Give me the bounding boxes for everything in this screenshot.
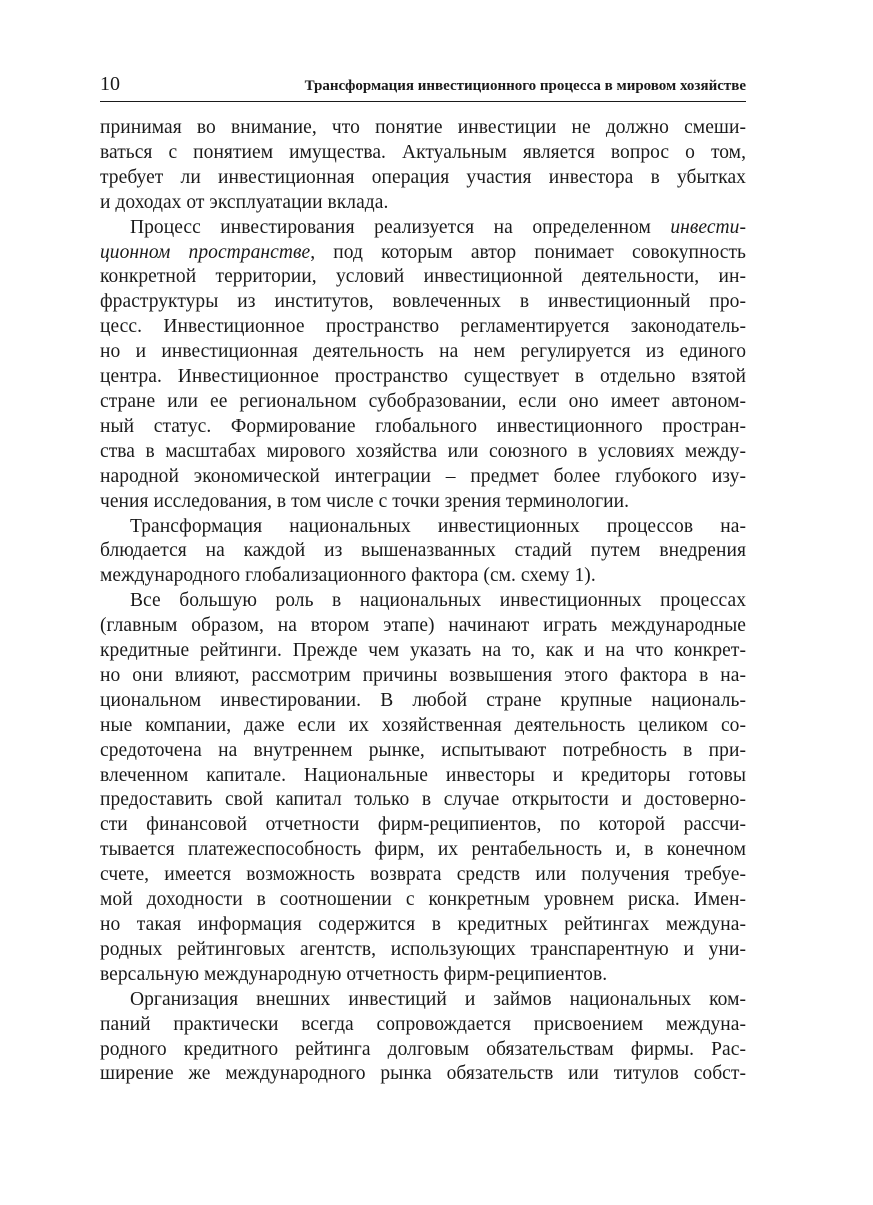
text-line: паний практически всегда сопровождается присвоением междуна- — [100, 1013, 746, 1035]
text-line: но они влияют, рассмотрим причины возвышения этого фактора в на- — [100, 664, 746, 686]
paragraph-1 — [100, 116, 746, 216]
book-page — [100, 72, 746, 1087]
text-span: Процесс инвестирования реализуется на определенном — [130, 216, 671, 238]
text-span: , под которым автор понимает совокупность — [310, 241, 746, 263]
text-line: счете, имеется возможность возврата средств или получения требуе- — [100, 864, 746, 886]
chapter-title: Трансформация инвестиционного процесса в мировом хозяйстве — [304, 78, 746, 94]
italic-term: ционном пространстве — [100, 241, 311, 263]
text-line: фраструктуры из институтов, вовлеченных в инвестиционный про- — [100, 291, 746, 313]
text-line: стране или ее региональном субобразовании, если оно имеет автоном- — [100, 390, 746, 412]
text-line: ные компании, даже если их хозяйственная деятельность целиком со- — [100, 714, 746, 736]
text-line: ширение же международного рынка обязательств или титулов собст- — [100, 1063, 746, 1085]
text-line — [100, 216, 746, 241]
text-line: кредитные рейтинги. Прежде чем указать на то, как и на что конкрет- — [100, 640, 746, 662]
text-line: мой доходности в соотношении с конкретным уровнем риска. Имен- — [100, 889, 746, 911]
italic-term: инвести- — [670, 216, 746, 238]
text-line: ства в масштабах мирового хозяйства или союзного в условиях между- — [100, 440, 746, 462]
paragraph-2 — [100, 216, 746, 515]
text-line: Трансформация национальных инвестиционных процессов на- — [130, 515, 746, 537]
paragraph-4 — [100, 589, 746, 988]
text-line: блюдается на каждой из вышеназванных стадий путем внедрения — [100, 540, 746, 562]
text-line: ваться с понятием имущества. Актуальным является вопрос о том, — [100, 141, 746, 163]
running-header — [100, 72, 746, 102]
text-line: средоточена на внутреннем рынке, испытывают потребность в при- — [100, 739, 746, 761]
text-line — [100, 241, 746, 266]
text-line: ный статус. Формирование глобального инвестиционного простран- — [100, 415, 746, 437]
text-line: чения исследования, в том числе с точки зрения терминологии. — [100, 490, 630, 512]
text-line: Организация внешних инвестиций и займов национальных ком- — [130, 988, 746, 1010]
paragraph-3 — [100, 515, 746, 590]
text-line: принимая во внимание, что понятие инвестиции не должно смеши- — [100, 117, 746, 138]
text-line: конкретной территории, условий инвестиционной деятельности, ин- — [100, 266, 746, 288]
text-line: влеченном капитале. Национальные инвесторы и кредиторы готовы — [100, 764, 746, 786]
text-line: центра. Инвестиционное пространство существует в отдельно взятой — [100, 366, 746, 388]
text-line: Все большую роль в национальных инвестиционных процессах — [130, 590, 746, 612]
page-number: 10 — [100, 73, 120, 95]
text-line: но такая информация содержится в кредитных рейтингах междуна- — [100, 914, 746, 935]
text-line: циональном инвестировании. В любой стране крупные националь- — [100, 689, 746, 711]
paragraph-5 — [100, 988, 746, 1088]
text-line: (главным образом, на втором этапе) начинают играть международные — [100, 615, 746, 637]
text-line: международного глобализационного фактора (см. схему 1). — [100, 565, 596, 587]
text-line: тывается платежеспособность фирм, их рентабельность и, в конечном — [100, 839, 746, 861]
text-line: сти финансовой отчетности фирм-реципиентов, по которой рассчи- — [100, 814, 746, 836]
text-line: версальную международную отчетность фирм-реципиентов. — [100, 963, 608, 985]
text-line: и доходах от эксплуатации вклада. — [100, 191, 389, 213]
text-line: но и инвестиционная деятельность на нем регулируется из единого — [100, 341, 746, 363]
text-line: народной экономической интеграции – предмет более глубокого изу- — [100, 465, 746, 487]
text-line: родных рейтинговых агентств, использующих транспарентную и уни- — [100, 938, 746, 960]
text-line: цесс. Инвестиционное пространство регламентируется законодатель- — [100, 316, 746, 338]
text-line: требует ли инвестиционная операция участия инвестора в убытках — [100, 166, 746, 188]
body-text — [100, 116, 746, 1087]
text-line: предоставить свой капитал только в случае открытости и достоверно- — [100, 789, 746, 811]
text-line: родного кредитного рейтинга долговым обязательствам фирмы. Рас- — [100, 1038, 746, 1060]
